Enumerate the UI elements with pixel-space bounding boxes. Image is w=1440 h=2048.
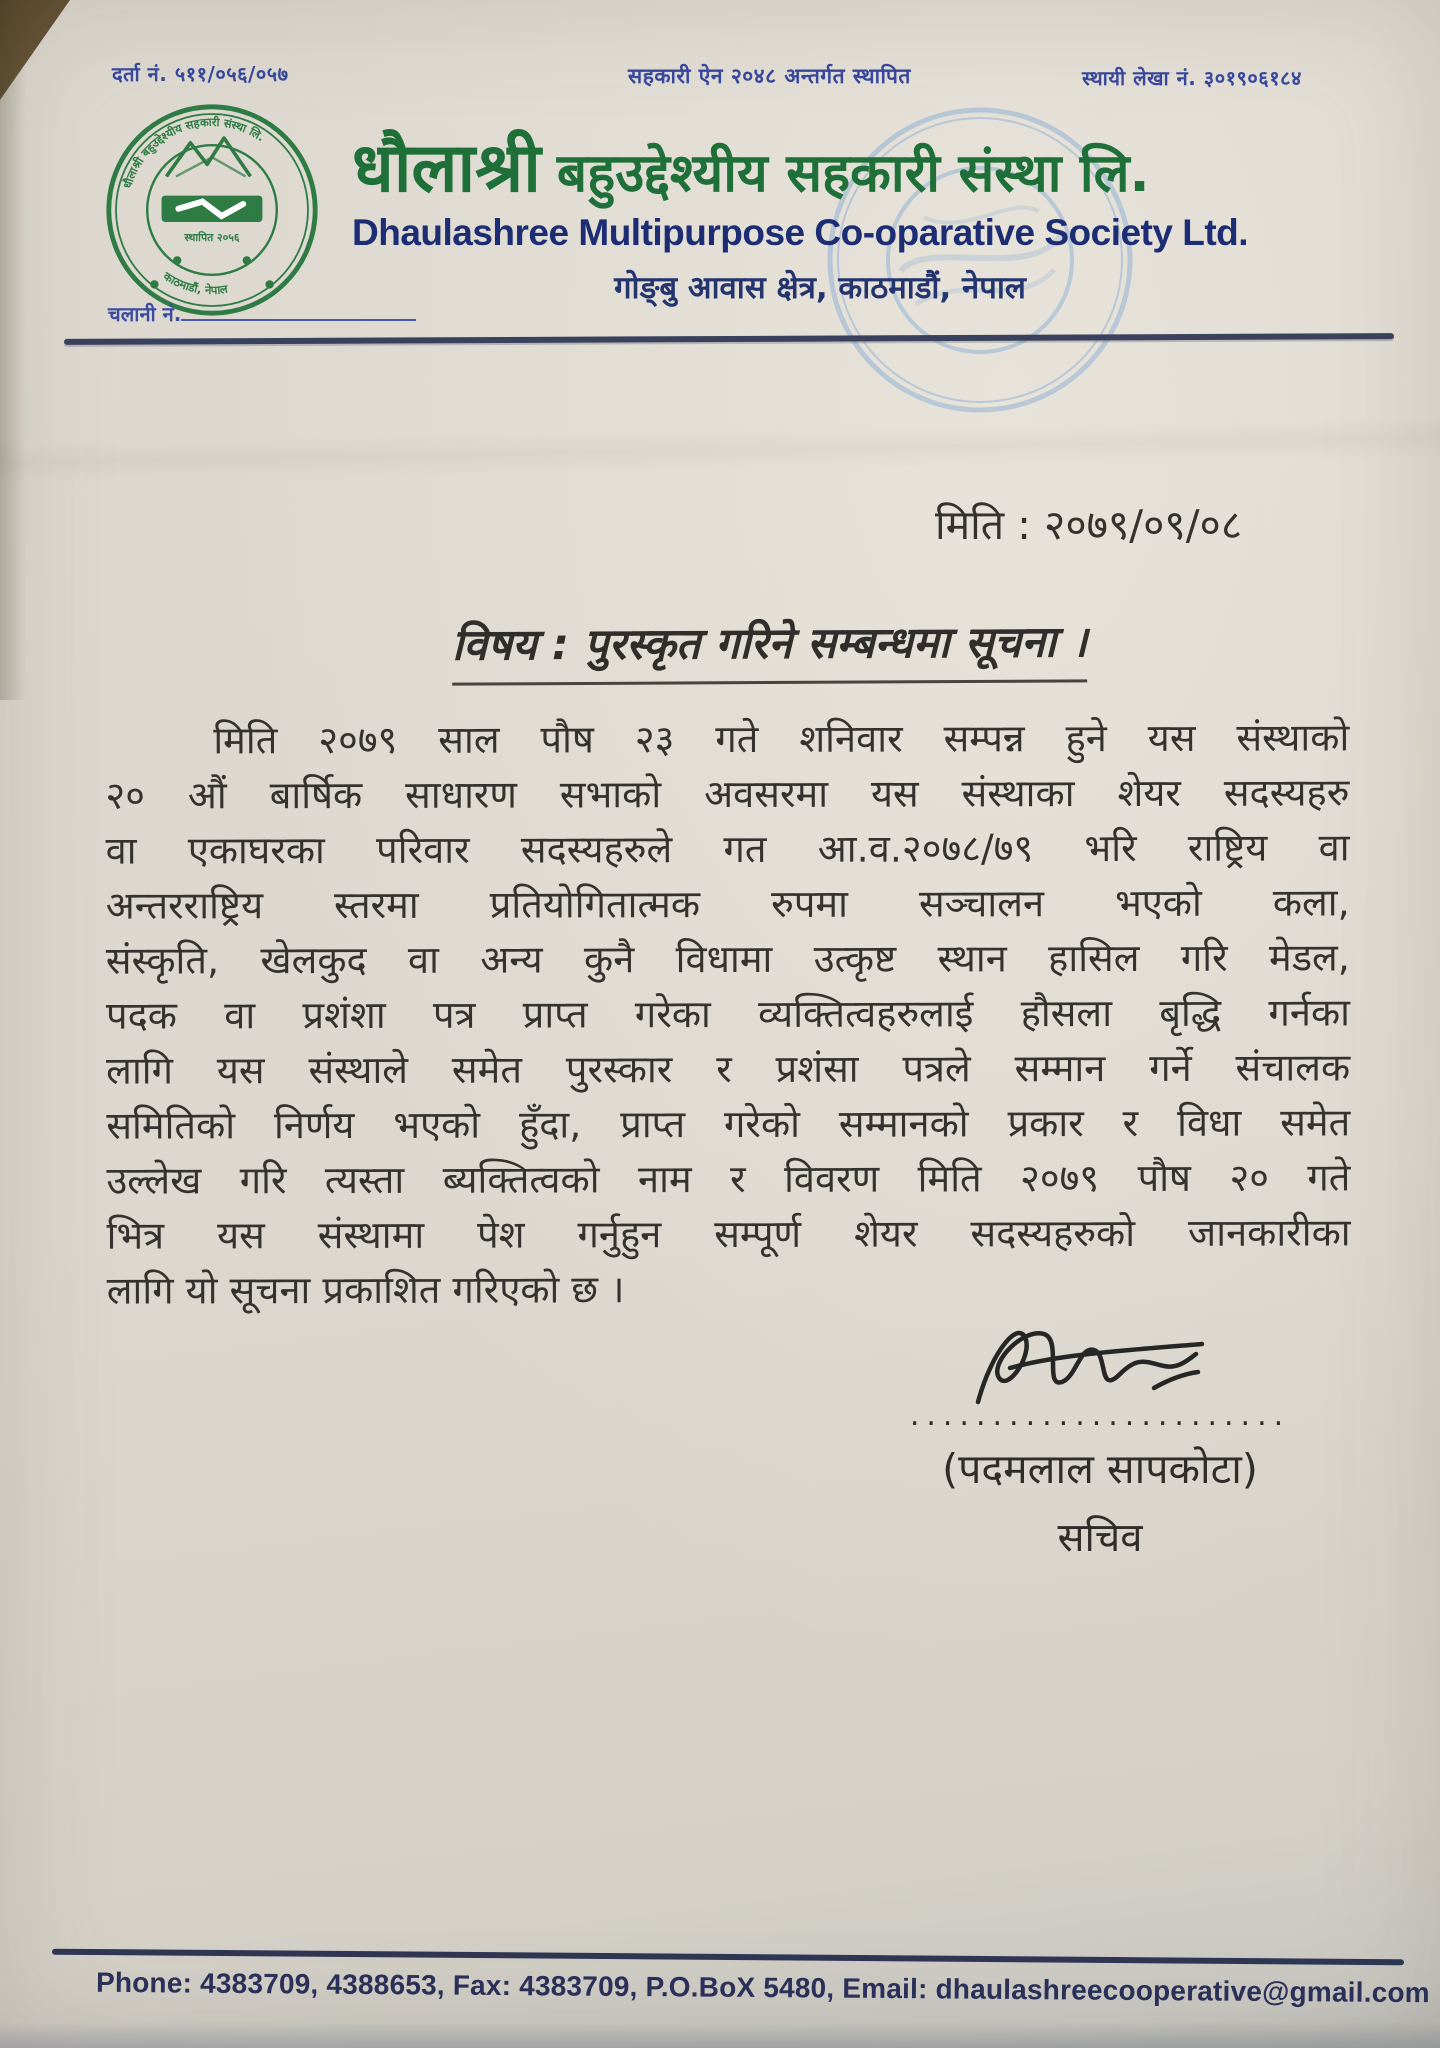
cooperative-act-line: सहकारी ऐन २०४८ अन्तर्गत स्थापित [628, 64, 911, 88]
signatory-name: (पदमलाल सापकोटा) [942, 1445, 1258, 1493]
dispatch-number-field [108, 300, 416, 327]
paper-edge-shadow [0, 0, 26, 700]
org-name-nepali-rest: बहुउद्देश्यीय सहकारी संस्था लि. [556, 143, 1150, 204]
logo-inner-text: स्थापित २०५६ [184, 231, 240, 245]
paper-crease [0, 417, 1440, 482]
footer-divider [52, 1949, 1404, 1966]
body-line: लागि यो सूचना प्रकाशित गरिएको छ । [106, 1267, 625, 1313]
logo-ring-text-bottom: काठमाडौं, नेपाल [160, 268, 229, 298]
bottom-edge-shadow [0, 2022, 1440, 2048]
body-line: २० औं बार्षिक साधारण सभाको अवसरमा यस संस्थाका शेयर सदस्यहरु [105, 770, 1350, 818]
body-line: लागि यस संस्थाले समेत पुरस्कार र प्रशंसा पत्रले सम्मान गर्ने संचालक [106, 1045, 1351, 1093]
body-line: भित्र यस संस्थामा पेश गर्नुहुन सम्पूर्ण शेयर सदस्यहरुको जानकारीका [106, 1210, 1351, 1258]
org-name-english: Dhaulashree Multipurpose Co-oparative Society Ltd. [352, 212, 1249, 253]
signature-dotted-line: ....................... [909, 1398, 1291, 1433]
signatory-title: सचिव [1057, 1515, 1143, 1561]
body-line: अन्तरराष्ट्रिय स्तरमा प्रतियोगितात्मक रुपमा सञ्चालन भएको कला, [105, 880, 1350, 928]
cooperative-emblem-icon [92, 102, 332, 318]
header-divider [64, 333, 1394, 345]
permanent-account-number: स्थायी लेखा नं. ३०१९०६१८४ [1082, 66, 1302, 90]
dispatch-label: चलानी नं. [108, 302, 182, 326]
body-line: संस्कृति, खेलकुद वा अन्य कुनै विधामा उत्कृष्ट स्थान हासिल गरि मेडल, [105, 935, 1350, 983]
body-line: समितिको निर्णय भएको हुँदा, प्राप्त गरेको सम्मानको प्रकार र विधा समेत [106, 1100, 1351, 1148]
org-name-nepali [352, 118, 1362, 211]
registration-number: दर्ता नं. ५११/०५६/०५७ [112, 62, 289, 86]
body-line: उल्लेख गरि त्यस्ता ब्यक्तित्वको नाम र विवरण मिति २०७९ पौष २० गते [106, 1155, 1351, 1203]
letter-date: मिति : २०७९/०९/०८ [935, 501, 1243, 549]
footer-contact-line: Phone: 4383709, 4388653, Fax: 4383709, P.O.BoX 5480, Email: dhaulashreecooperative@gmail.com [95, 1966, 1430, 2009]
signature-block [880, 1310, 1320, 1563]
subject-line: विषय : पुरस्कृत गरिने सम्बन्धमा सूचना । [452, 610, 1088, 685]
body-line: मिति २०७९ साल पौष २३ गते शनिवार सम्पन्न हुने यस संस्थाको [213, 715, 1350, 763]
org-address: गोङ्बु आवास क्षेत्र, काठमाडौं, नेपाल [614, 270, 1026, 306]
logo-ring-text-top: धौलाश्री बहुउद्देश्यीय सहकारी संस्था लि. [119, 114, 268, 191]
letter-body [105, 710, 1351, 1318]
body-line: पदक वा प्रशंशा पत्र प्राप्त गरेका व्यक्तित्वहरुलाई हौसला बृद्धि गर्नका [105, 990, 1351, 1038]
body-line: वा एकाघरका परिवार सदस्यहरुले गत आ.व.२०७८/७९ भरि राष्ट्रिय वा [105, 825, 1350, 873]
dispatch-blank-line [181, 303, 416, 321]
subject-line-wrap [380, 612, 1160, 684]
org-name-nepali-lead: धौलाश्री [352, 129, 541, 208]
